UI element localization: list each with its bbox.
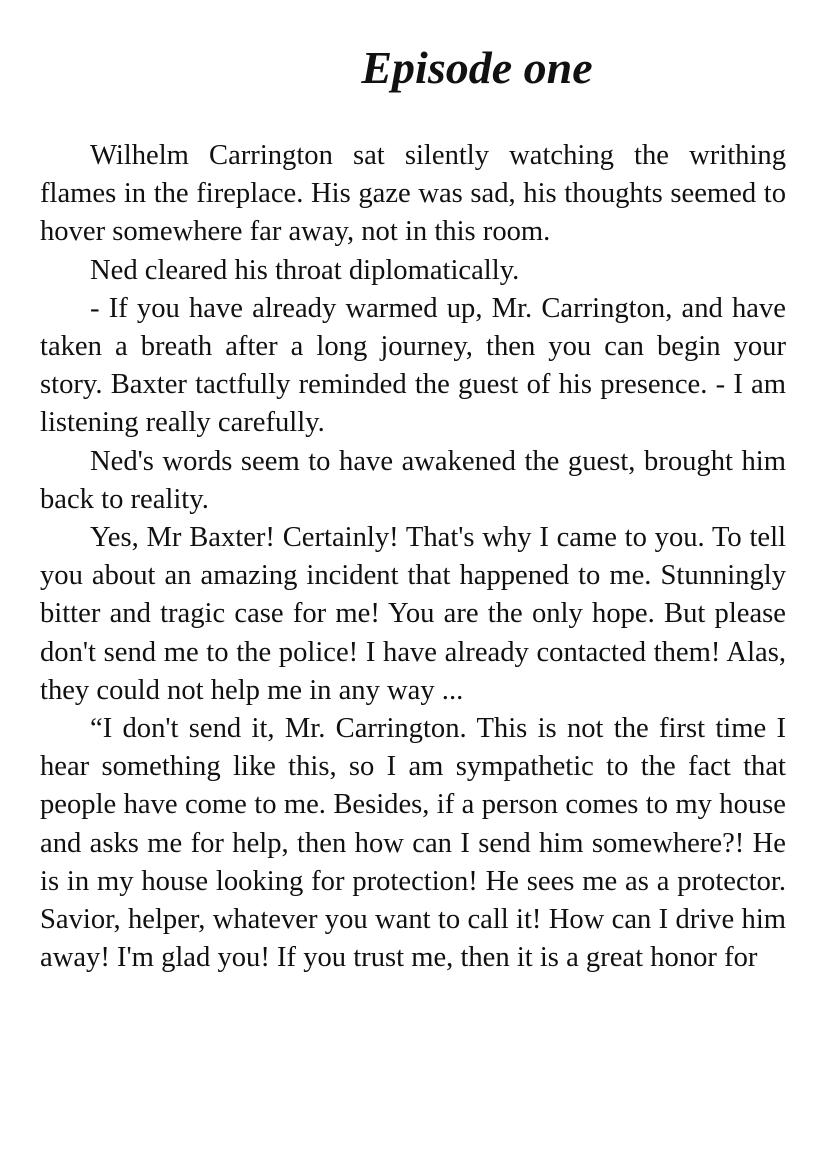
paragraph-1: Wilhelm Carrington sat silently watching the writhing flames in the fireplace. His gaze was sad, his thoughts seemed to hover somewhere far away, not in this room. xyxy=(40,140,786,248)
paragraph-3: - If you have already warmed up, Mr. Carrington, and have taken a breath after a long journey, then you can begin your story. Baxter tactfully reminded the guest of his presence. - I am listening really carefully. xyxy=(40,292,786,439)
episode-title: Episode one xyxy=(361,42,593,93)
story-body xyxy=(40,137,786,977)
paragraph-5: Yes, Mr Baxter! Certainly! That's why I came to you. To tell you about an amazing incident that happened to me. Stunningly bitter and tragic case for me! You are the only hope. But please don't send me to the police! I have already contacted them! Alas, they could not help me in any way ... xyxy=(40,522,786,706)
paragraph-4: Ned's words seem to have awakened the guest, brought him back to reality. xyxy=(40,445,786,515)
paragraph-6: “I don't send it, Mr. Carrington. This is not the first time I hear something like this, so I am sympathetic to the fact that people have come to me. Besides, if a person comes to my house and asks me for help, then how can I send him somewhere?! He is in my house looking for protection! He sees me as a protector. Savior, helper, whatever you want to call it! How can I drive him away! I'm glad you! If you trust me, then it is a great honor for xyxy=(40,713,786,974)
paragraph-2: Ned cleared his throat diplomatically. xyxy=(90,254,520,286)
document-page xyxy=(40,40,786,977)
